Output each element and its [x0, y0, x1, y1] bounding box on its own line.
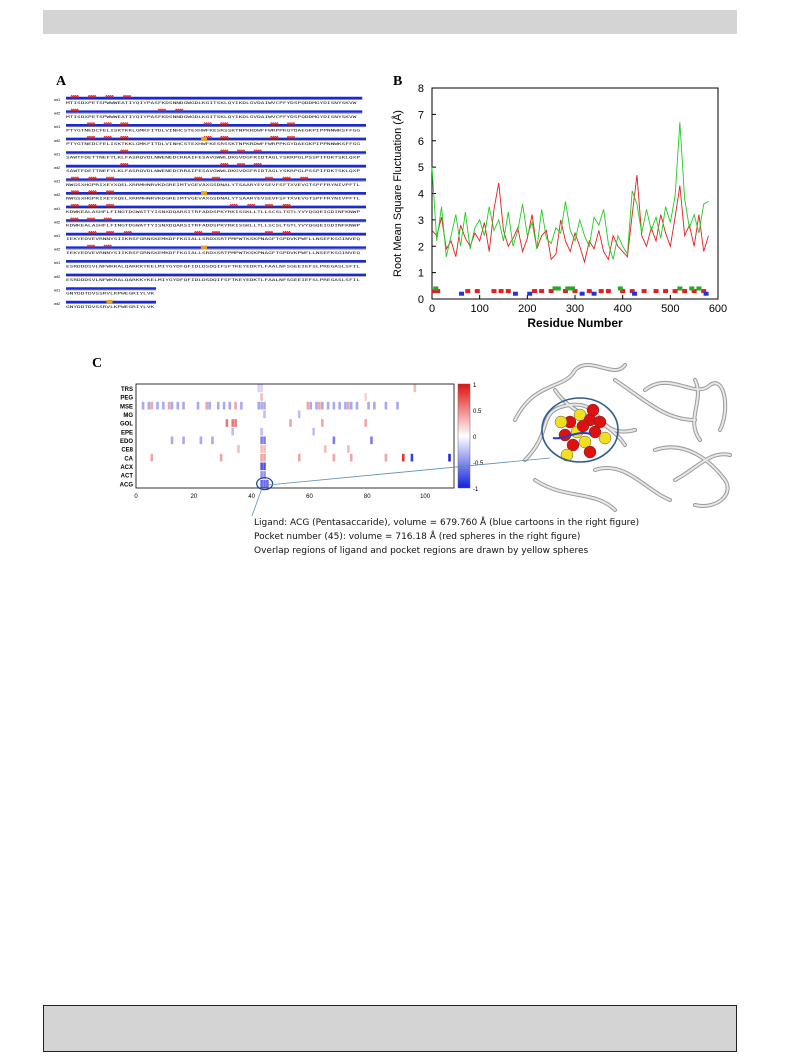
sequence-text: MTISDXPETSPWWWEATIYQIYPASFKDSNNDGWGDLKGITSKLQYIKDLGVDAIWVCPFYDSPQDDMGYDISNYSKVW [66, 114, 358, 119]
heatmap-cell [356, 402, 359, 410]
heatmap-cell [142, 402, 145, 410]
sequence-text: ESRDDDSVLNFWKRALQARKKYKELMIYGYDFQFIDLDSDQIFSFTKEYEDKTLFAALNFSGEEIEFSLPREGASLSFIL [66, 264, 362, 269]
strand-mark [107, 300, 113, 304]
data-point [704, 292, 709, 296]
heatmap-cell [396, 402, 399, 410]
caption-line-1: Ligand: ACG (Pentasaccaride), volume = 679.760 Å (blue cartoons in the right figure) [254, 518, 640, 528]
sequence-tag: wt1 [54, 287, 61, 293]
heatmap-cell [333, 402, 336, 410]
data-point [587, 289, 592, 293]
sequence-text: NWGSXHGPRIXEYXQELXRRMHNRVKDGREIMTVGEVAXGSDNALYTSAARYEVSEVFSFTXVEVGTSPFFRYNIVPFTL [66, 196, 362, 201]
sequence-tag: wt2 [54, 192, 61, 198]
data-point [696, 286, 701, 290]
sequence-alignment-panel [54, 92, 374, 322]
x-axis-label: Residue Number [527, 316, 623, 330]
y-tick-label: 7 [417, 109, 424, 122]
heatmap-cell [182, 437, 185, 445]
heatmap-cell [231, 419, 234, 427]
heatmap-cell [223, 402, 226, 410]
sequence-tag: wt2 [54, 301, 61, 306]
strand-mark [201, 191, 207, 195]
heatmap-cell [240, 402, 243, 410]
heatmap-cell [176, 402, 179, 410]
header-bar [43, 10, 737, 34]
heatmap-cell [321, 402, 324, 410]
heatmap-cell [260, 428, 263, 436]
heatmap-cell [208, 402, 211, 410]
y-tick-label: 6 [417, 135, 424, 148]
atom-sphere [594, 416, 606, 428]
sequence-text: GNYDDTDVSSRVLKPWEGRIYLVK [66, 291, 156, 296]
caption-pointer [252, 488, 262, 516]
heatmap-cell [260, 393, 263, 401]
heatmap-cell [156, 402, 159, 410]
data-point [677, 286, 682, 290]
colorbar-tick-label: 1 [473, 383, 477, 389]
heatmap-row-label: CA [124, 456, 133, 463]
panel-b-label: B [393, 74, 403, 89]
heatmap-cell [260, 385, 263, 393]
data-point [642, 289, 647, 293]
heatmap-cell [200, 437, 203, 445]
sequence-tag: wt2 [54, 219, 61, 225]
heatmap-cell [260, 402, 263, 410]
heatmap-cell [226, 419, 229, 427]
sequence-text: GNYDDTDVSSRVLKPWEGRIYLVK [66, 305, 156, 310]
data-point [556, 286, 561, 290]
heatmap-cell [229, 402, 232, 410]
heatmap-cell [257, 385, 260, 393]
heatmap-x-tick-label: 80 [363, 494, 371, 500]
data-point [592, 292, 597, 296]
sequence-tag: wt1 [54, 233, 61, 238]
heatmap-cell [364, 393, 367, 401]
heatmap-cell [385, 402, 388, 410]
sequence-tag: wt1 [54, 260, 61, 266]
ribbon-highlight [595, 468, 670, 500]
data-point [499, 289, 504, 293]
heatmap-row-label: ACG [119, 482, 133, 489]
data-point [580, 292, 585, 296]
data-point [682, 289, 687, 293]
heatmap-cell [347, 402, 350, 410]
data-point [513, 292, 518, 296]
sequence-tag: wt1 [54, 178, 61, 184]
colorbar-tick-label: -1 [473, 487, 479, 493]
heatmap-cell [289, 419, 292, 427]
heatmap-row-label: CE8 [121, 447, 133, 454]
atom-sphere [599, 432, 611, 444]
heatmap-cell [162, 402, 165, 410]
caption-line-2: Pocket number (45): volume = 716.18 Å (red spheres in the right figure) [254, 532, 581, 542]
heatmap-cell [197, 402, 200, 410]
atom-sphere [587, 404, 599, 416]
connector-line [268, 458, 550, 485]
data-point [539, 289, 544, 293]
heatmap-cell [315, 402, 318, 410]
sequence-text: SAWTFDETTNEFYLKLFASRQVDLNWENEDCRRAIFESAVGWWLDKGVDGFRIDTAGLYSKRPGLPSSPIFDKTSKLQXP [66, 155, 362, 160]
heatmap-cell [298, 411, 301, 419]
sequence-tag: wt2 [54, 273, 61, 279]
heatmap-cell [150, 402, 153, 410]
series-line [432, 122, 708, 259]
ribbon-highlight [515, 365, 625, 420]
heatmap-cell [217, 402, 220, 410]
data-point [475, 289, 480, 293]
data-point [570, 286, 575, 290]
atom-sphere [584, 446, 596, 458]
heatmap-row-label: ACT [120, 473, 133, 480]
caption-line-3: Overlap regions of ligand and pocket regions are drawn by yellow spheres [254, 546, 589, 556]
sequence-text: SAWTFDETTNEFYLKLFASRQVDLNWENEDCRRAIFESAVGWWLDKGVDGFRIDTAGLYSKRPGLPSSPIFDKTSKLQXP [66, 169, 362, 174]
heatmap-cell [171, 437, 174, 445]
heatmap-cell [205, 402, 208, 410]
colorbar-tick-label: -0.5 [473, 461, 484, 467]
heatmap-x-tick-label: 40 [248, 494, 255, 500]
heatmap-cell [367, 402, 370, 410]
heatmap-cell [263, 411, 266, 419]
x-tick-label: 400 [613, 303, 632, 315]
heatmap-cell [307, 402, 310, 410]
heatmap-cell [321, 419, 324, 427]
sequence-tag: wt2 [54, 137, 61, 143]
heatmap-cell [318, 402, 321, 410]
series-line [432, 175, 708, 262]
colorbar-tick-label: 0.5 [473, 409, 482, 415]
sequence-text: KDWKEALASHFLFINGTDGWATTYISNXDQARSITRFADDSPKYRKISGKLLTLLSCSLTGTLYVYQGQEIGDINFKNWP [66, 223, 362, 228]
data-point [532, 289, 537, 293]
data-point [459, 292, 464, 296]
data-point [527, 292, 532, 296]
x-tick-label: 300 [565, 303, 585, 315]
panel-a-label: A [56, 74, 67, 89]
sequence-text: IEKYEDVEVRNNYSIIKRSFGRNSKEMKDFFKGIALLSRDXSRTPMPWTKSKPNAGFTGPDVKPWFLLNSEFKSGINVEQ [66, 237, 362, 242]
x-tick-label: 600 [708, 303, 728, 315]
heatmap-cell [220, 454, 223, 462]
footer-box [43, 1005, 737, 1052]
heatmap-row-label: PEG [120, 395, 133, 402]
heatmap-row-label: MSE [119, 404, 133, 411]
data-point [654, 289, 659, 293]
heatmap-cell [350, 402, 353, 410]
sequence-tag: wt2 [54, 246, 61, 252]
x-tick-label: 200 [518, 303, 537, 315]
heatmap-cell [234, 419, 237, 427]
heatmap-cell [211, 437, 214, 445]
heatmap-cell [257, 402, 260, 410]
heatmap-cell [148, 402, 151, 410]
heatmap-cell [234, 402, 237, 410]
callout-line [250, 440, 570, 520]
y-tick-label: 0 [417, 294, 424, 306]
data-point [565, 286, 570, 290]
heatmap-row-label: EPE [120, 430, 133, 437]
x-tick-label: 0 [428, 303, 436, 315]
heatmap-cell [168, 402, 171, 410]
data-point [433, 286, 438, 290]
heatmap-cell [344, 402, 347, 410]
heatmap-cell [150, 454, 153, 462]
heatmap-row-label: ACX [120, 464, 133, 471]
strand-mark [201, 246, 207, 250]
heatmap-cell [312, 428, 315, 436]
rmsf-line-chart [388, 78, 728, 340]
atom-sphere [577, 420, 589, 432]
heatmap-cell [237, 445, 240, 453]
heatmap-cell [414, 385, 417, 393]
sequence-tag: wt2 [54, 165, 61, 170]
sequence-tag: wt1 [54, 205, 61, 211]
data-point [606, 289, 611, 293]
heatmap-cell [182, 402, 185, 410]
colorbar-tick-label: 0 [473, 435, 477, 441]
heatmap-cell [171, 402, 174, 410]
heatmap-row-label: TRS [121, 386, 133, 393]
strand-mark [201, 137, 207, 141]
data-point [618, 286, 623, 290]
sequence-text: NWGSXHGPRIXEYXQELXRRMHNRVKDGREIMTVGEVAXGSDNALYTSAARYEVSEVFSFTXVEVGTSPFFRYNIVPFTL [66, 182, 362, 187]
ribbon [515, 365, 625, 420]
heatmap-row-label: EDO [119, 438, 133, 445]
data-point [632, 292, 637, 296]
data-point [689, 286, 694, 290]
heatmap-x-tick-label: 100 [420, 494, 431, 500]
y-tick-label: 4 [417, 188, 424, 201]
heatmap-cell [263, 402, 266, 410]
atom-sphere [555, 416, 567, 428]
heatmap-row-label: GOL [120, 421, 133, 428]
sequence-text: PTYGTNEDCFELISKTKKLGMKFITDLVINHCSTEXHWFKESRSSKTNPKRDWFFWRPPKGYDAEGKPIPPNNWKSFFGG [66, 128, 360, 133]
data-point [465, 289, 470, 293]
sequence-text: MTISDXPETSPWWWEATIYQIYPASFKDSNNDGWGDLKGITSKLQYIKDLGVDAIWVCPFYDSPQDDMGYDISNYSKVW [66, 101, 358, 106]
sequence-tag: wt1 [54, 124, 61, 130]
heatmap-row-label: MG [123, 412, 133, 419]
y-tick-label: 3 [417, 214, 424, 227]
data-point [663, 289, 668, 293]
heatmap-x-tick-label: 20 [190, 494, 198, 500]
data-point [599, 289, 604, 293]
x-tick-label: 500 [661, 303, 680, 315]
y-tick-label: 5 [417, 162, 424, 175]
y-tick-label: 2 [417, 241, 424, 254]
data-point [506, 289, 511, 293]
data-point [673, 289, 678, 293]
panel-c-label: C [92, 356, 103, 371]
sequence-text: KDWKEALASHFLFINGTDGWATTYISNXDQARSITRFADDSPKYRKISGKLLTLLSCSLTGTLYVYQGQEIGDINFKNWP [66, 210, 362, 214]
heatmap-cell [327, 402, 330, 410]
y-axis-label: Root Mean Square Fluctuation (Å) [392, 110, 404, 277]
y-tick-label: 8 [417, 83, 424, 95]
x-tick-label: 100 [470, 303, 489, 315]
sequence-text: ESRDDDSVLNFWKRALQARKKYKELMIYGYDFQFIDLDSDQIFSFTKEYEDKTLFAALNFSGEEIEFSLPREGASLSFIL [66, 278, 362, 282]
heatmap-cell [338, 402, 341, 410]
sequence-text: PTYGTNEDCFELISKTKKLGMKFITDLVINHCSTEXHWFKESRSSKTNPKRDWFFWRPPKGYDAEGKPIPPNNWKSFFGG [66, 142, 360, 146]
heatmap-x-tick-label: 0 [134, 494, 138, 500]
heatmap-cell [309, 402, 312, 410]
y-tick-label: 1 [417, 267, 424, 280]
heatmap-cell [373, 402, 376, 410]
sequence-tag: wt1 [54, 97, 61, 102]
heatmap-x-tick-label: 60 [306, 494, 313, 500]
heatmap-cell [364, 419, 367, 427]
data-point [491, 289, 496, 293]
sequence-tag: wt1 [54, 151, 61, 157]
heatmap-cell [231, 428, 234, 436]
sequence-tag: wt2 [54, 110, 61, 116]
sequence-text: IEKYEDVEVRNNYSIIKRSFGRNSKEMKDFFKGIALLSRDXSRTPMPWTKSKPNAGFTGPDVKPWFLLNSEFKSGINVEQ [66, 250, 362, 255]
